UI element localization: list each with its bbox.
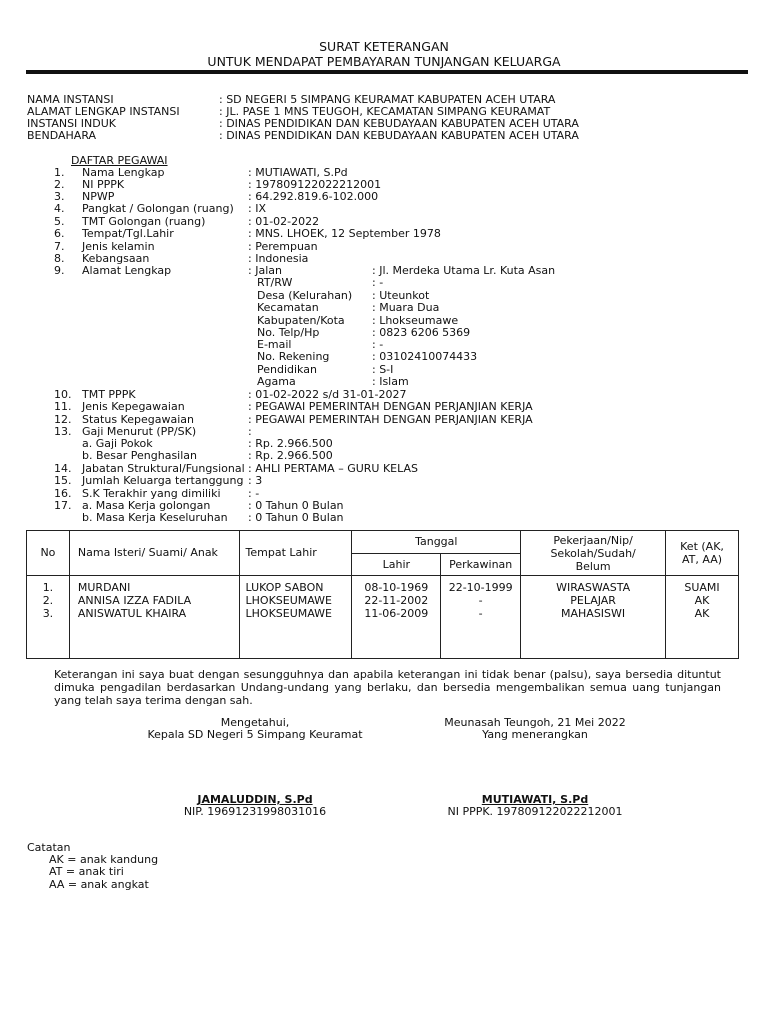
item-label: b. Besar Penghasilan bbox=[82, 449, 198, 462]
item-value: : PEGAWAI PEMERINTAH DENGAN PERJANJIAN KERJA bbox=[248, 400, 533, 413]
alamat-sub-value: : Lhokseumawe bbox=[372, 314, 459, 327]
item-no: 14. bbox=[54, 462, 72, 475]
table-header-perkawinan: Perkawinan bbox=[441, 554, 521, 576]
cell-tempat: LUKOP SABON bbox=[245, 581, 324, 594]
alamat-sub-label: No. Telp/Hp bbox=[257, 326, 320, 339]
table-header-tanggal: Tanggal bbox=[352, 531, 521, 554]
item-no: 15. bbox=[54, 474, 72, 487]
table-header-ket: Ket (AK, AT, AA) bbox=[666, 531, 739, 576]
signer-left-nip: NIP. 19691231998031016 bbox=[183, 805, 327, 818]
table-header-nama: Nama Isteri/ Suami/ Anak bbox=[69, 531, 239, 576]
item-label: S.K Terakhir yang dimiliki bbox=[82, 487, 221, 500]
item-label: Tempat/Tgl.Lahir bbox=[82, 227, 174, 240]
cell-no: 1. bbox=[42, 581, 54, 594]
alamat-sub-value: : 03102410074433 bbox=[372, 350, 478, 363]
item-value: : bbox=[248, 425, 252, 438]
alamat-sub-value: : S-I bbox=[372, 363, 394, 376]
item-label: Gaji Menurut (PP/SK) bbox=[82, 425, 197, 438]
item-value: : 0 Tahun 0 Bulan bbox=[248, 499, 344, 512]
item-value: : 01-02-2022 s/d 31-01-2027 bbox=[248, 388, 407, 401]
alamat-sub-value: : Muara Dua bbox=[372, 301, 440, 314]
instansi-label-2: INSTANSI INDUK bbox=[27, 117, 117, 130]
item-label: Kebangsaan bbox=[82, 252, 150, 265]
item-label: NPWP bbox=[82, 190, 115, 203]
cell-nama: ANISWATUL KHAIRA bbox=[77, 607, 187, 620]
alamat-sub-value: : Uteunkot bbox=[372, 289, 430, 302]
alamat-sub-value: : 0823 6206 5369 bbox=[372, 326, 471, 339]
cell-perkawinan: 22-10-1999 bbox=[448, 581, 513, 594]
item-no: 10. bbox=[54, 388, 72, 401]
cell-perkawinan: - bbox=[478, 594, 483, 607]
cell-no: 2. bbox=[42, 594, 54, 607]
cell-ket: AK bbox=[694, 594, 710, 607]
item-value: : - bbox=[248, 487, 260, 500]
item-no: 12. bbox=[54, 413, 72, 426]
signer-right-nip: NI PPPK. 197809122022212001 bbox=[447, 805, 623, 818]
item-value: : 0 Tahun 0 Bulan bbox=[248, 511, 344, 524]
instansi-value-0: : SD NEGERI 5 SIMPANG KEURAMAT KABUPATEN ACEH UTARA bbox=[219, 93, 556, 106]
item-label: Jabatan Struktural/Fungsional bbox=[82, 462, 245, 475]
cell-pekerjaan: PELAJAR bbox=[570, 594, 616, 607]
table-header-tempat: Tempat Lahir bbox=[239, 531, 352, 576]
cell-nama: ANNISA IZZA FADILA bbox=[77, 594, 192, 607]
table-header-no: No bbox=[27, 531, 70, 576]
item-label: TMT Golongan (ruang) bbox=[82, 215, 206, 228]
item-value: : Indonesia bbox=[248, 252, 309, 265]
item-label: Jenis kelamin bbox=[82, 240, 155, 253]
table-header-pekerjaan: Pekerjaan/Nip/ Sekolah/Sudah/ Belum bbox=[521, 531, 666, 576]
cell-ket: AK bbox=[694, 607, 710, 620]
item-no: 16. bbox=[54, 487, 72, 500]
item-value: : Rp. 2.966.500 bbox=[248, 449, 333, 462]
daftar-pegawai-title: DAFTAR PEGAWAI bbox=[71, 154, 168, 167]
alamat-sub-label: Agama bbox=[257, 375, 296, 388]
sign-left-line1: Mengetahui, bbox=[220, 716, 290, 729]
alamat-sub-label: Kecamatan bbox=[257, 301, 319, 314]
alamat-sub-value: : - bbox=[372, 338, 384, 351]
item-no: 13. bbox=[54, 425, 72, 438]
item-label: Jumlah Keluarga tertanggung bbox=[82, 474, 244, 487]
item-value: : 01-02-2022 bbox=[248, 215, 320, 228]
alamat-sub-label: Desa (Kelurahan) bbox=[257, 289, 353, 302]
item-value: : IX bbox=[248, 202, 266, 215]
item-no: 4. bbox=[54, 202, 65, 215]
cell-ket: SUAMI bbox=[684, 581, 720, 594]
cell-pekerjaan: MAHASISWI bbox=[561, 607, 626, 620]
family-table bbox=[26, 530, 739, 659]
item-label: NI PPPK bbox=[82, 178, 125, 191]
cell-no: 3. bbox=[42, 607, 54, 620]
instansi-label-3: BENDAHARA bbox=[27, 129, 97, 142]
item-no: 1. bbox=[54, 166, 65, 179]
cell-pekerjaan: WIRASWASTA bbox=[556, 581, 631, 594]
item-label: a. Gaji Pokok bbox=[82, 437, 153, 450]
item-value: : Rp. 2.966.500 bbox=[248, 437, 333, 450]
cell-lahir: 08-10-1969 bbox=[364, 581, 429, 594]
alamat-jalan-value: : Jl. Merdeka Utama Lr. Kuta Asan bbox=[372, 264, 556, 277]
sign-left-line2: Kepala SD Negeri 5 Simpang Keuramat bbox=[147, 728, 363, 741]
item-label: Alamat Lengkap bbox=[82, 264, 172, 277]
item-value: : MNS. LHOEK, 12 September 1978 bbox=[248, 227, 441, 240]
item-no: 11. bbox=[54, 400, 72, 413]
alamat-sub-label: Pendidikan bbox=[257, 363, 317, 376]
item-label: TMT PPPK bbox=[82, 388, 136, 401]
item-label: Nama Lengkap bbox=[82, 166, 165, 179]
item-label: Pangkat / Golongan (ruang) bbox=[82, 202, 234, 215]
document-subtitle: UNTUK MENDAPAT PEMBAYARAN TUNJANGAN KELUARGA bbox=[207, 54, 561, 69]
alamat-sub-value: : Islam bbox=[372, 375, 409, 388]
item-value: : MUTIAWATI, S.Pd bbox=[248, 166, 348, 179]
table-body-row bbox=[27, 576, 739, 659]
cell-tempat: LHOKSEUMAWE bbox=[245, 607, 333, 620]
instansi-label-0: NAMA INSTANSI bbox=[27, 93, 114, 106]
item-label: a. Masa Kerja golongan bbox=[82, 499, 211, 512]
item-no: 17. bbox=[54, 499, 72, 512]
signer-right-name-text: MUTIAWATI, S.Pd bbox=[481, 793, 589, 806]
instansi-label-1: ALAMAT LENGKAP INSTANSI bbox=[27, 105, 180, 118]
alamat-sub-label: RT/RW bbox=[257, 276, 293, 289]
alamat-sub-label: No. Rekening bbox=[257, 350, 330, 363]
item-no: 8. bbox=[54, 252, 65, 265]
item-label: b. Masa Kerja Keseluruhan bbox=[82, 511, 228, 524]
instansi-value-3: : DINAS PENDIDIKAN DAN KEBUDAYAAN KABUPATEN ACEH UTARA bbox=[219, 129, 579, 142]
item-no: 7. bbox=[54, 240, 65, 253]
statement-paragraph: Keterangan ini saya buat dengan sesungguhnya dan apabila keterangan ini tidak benar (palsu), saya bersedia dituntut dimuka pengadilan berdasarkan Undang-undang yang berlaku, dan bersedia mengembalikan semua uang tunjangan yang telah saya terima dengan sah. bbox=[54, 668, 721, 707]
item-no: 9. bbox=[54, 264, 65, 277]
cell-lahir: 11-06-2009 bbox=[364, 607, 429, 620]
item-no: 3. bbox=[54, 190, 65, 203]
instansi-value-2: : DINAS PENDIDIKAN DAN KEBUDAYAAN KABUPATEN ACEH UTARA bbox=[219, 117, 579, 130]
document-title: SURAT KETERANGAN bbox=[319, 39, 449, 54]
sign-right-line1: Meunasah Teungoh, 21 Mei 2022 bbox=[444, 716, 626, 729]
catatan-item: AK = anak kandung bbox=[49, 853, 159, 866]
cell-tempat: LHOKSEUMAWE bbox=[245, 594, 333, 607]
alamat-sub-value: : - bbox=[372, 276, 384, 289]
catatan-title: Catatan bbox=[27, 841, 71, 854]
signer-left-name-text: JAMALUDDIN, S.Pd bbox=[197, 793, 313, 806]
sign-right-line2: Yang menerangkan bbox=[482, 728, 588, 741]
item-value: : PEGAWAI PEMERINTAH DENGAN PERJANJIAN KERJA bbox=[248, 413, 533, 426]
item-no: 5. bbox=[54, 215, 65, 228]
cell-lahir: 22-11-2002 bbox=[364, 594, 429, 607]
item-no: 6. bbox=[54, 227, 65, 240]
header-rule bbox=[26, 70, 748, 74]
item-value: : 3 bbox=[248, 474, 263, 487]
item-value: : AHLI PERTAMA – GURU KELAS bbox=[248, 462, 419, 475]
cell-perkawinan: - bbox=[478, 607, 483, 620]
alamat-sub-label: E-mail bbox=[257, 338, 292, 351]
item-value: : Perempuan bbox=[248, 240, 318, 253]
item-value: : Jalan bbox=[248, 264, 282, 277]
catatan-item: AT = anak tiri bbox=[49, 865, 124, 878]
item-label: Jenis Kepegawaian bbox=[82, 400, 185, 413]
item-label: Status Kepegawaian bbox=[82, 413, 194, 426]
instansi-value-1: : JL. PASE 1 MNS TEUGOH, KECAMATAN SIMPANG KEURAMAT bbox=[219, 105, 551, 118]
cell-nama: MURDANI bbox=[77, 581, 131, 594]
alamat-sub-label: Kabupaten/Kota bbox=[257, 314, 345, 327]
catatan-item: AA = anak angkat bbox=[49, 878, 149, 891]
item-value: : 197809122022212001 bbox=[248, 178, 382, 191]
table-header-lahir: Lahir bbox=[352, 554, 441, 576]
item-no: 2. bbox=[54, 178, 65, 191]
item-value: : 64.292.819.6-102.000 bbox=[248, 190, 379, 203]
